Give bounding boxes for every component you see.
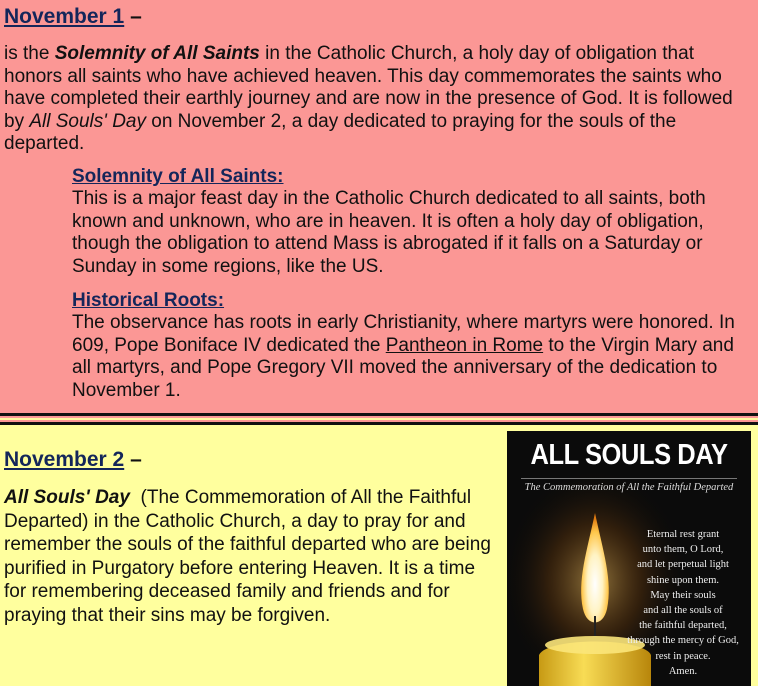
pantheon-link[interactable]: Pantheon in Rome <box>385 334 544 356</box>
prayer-line: unto them, O Lord, <box>642 544 724 556</box>
november-2-paragraph <box>4 486 497 627</box>
heading-dash: – <box>130 448 142 471</box>
historical-roots-block <box>72 290 752 402</box>
roots-text-a: The observance has roots in early Christianity, where martyrs were honored. In 609, Pope Boniface IV dedicated the <box>72 312 735 356</box>
solemnity-title: Solemnity of All Saints: <box>72 166 284 187</box>
historical-roots-title: Historical Roots: <box>72 290 225 311</box>
poster-prayer <box>619 527 747 679</box>
solemnity-text: This is a major feast day in the Catholic Church dedicated to all saints, both known and unknown, who are in heaven. It is often a holy day of obligation, though the obligation to attend Mass is abrogated if it falls on a Saturday or Sunday in some regions, like the US. <box>72 188 706 277</box>
november-1-paragraph <box>4 43 756 156</box>
november-1-date: November 1 <box>4 5 125 28</box>
roots-text-b: to the Virgin Mary and all martyrs, and Pope Gregory VII moved the anniversary of the dedication to November 1. <box>72 334 734 401</box>
all-souls-emphasis: All Souls' Day <box>4 487 130 508</box>
section-divider <box>0 413 758 425</box>
november-2-heading <box>4 448 142 472</box>
para-text: (The Commemoration of All the Faithful Departed) in the Catholic Church, a day to pray for and remember the souls of the faithful departed who are being purified in Purgatory before entering Heaven. It is a time for remembering deceased family and friends and for praying that their sins may be forgiven. <box>4 487 497 626</box>
heading-dash: – <box>130 5 142 28</box>
all-souls-italic: All Souls' Day <box>29 110 146 132</box>
prayer-line: through the mercy of God, <box>627 635 739 647</box>
para-text: is the <box>4 43 55 64</box>
prayer-line: Eternal rest grant <box>646 529 720 540</box>
solemnity-emphasis: Solemnity of All Saints <box>54 43 260 64</box>
prayer-line: and let perpetual light <box>637 559 729 571</box>
para-text: in the Catholic Church, a holy day of obligation that honors all saints who have achieved heaven. This day commemorates the saints who have completed their earthly journey and are now in the presence of God. It is followed by <box>4 43 733 132</box>
para-text: on November 2, a day dedicated to praying for the souls of the departed. <box>4 110 677 154</box>
historical-roots-text <box>72 312 752 402</box>
poster-subtitle: The Commemoration of All the Faithful Departed <box>521 478 737 493</box>
prayer-line: shine upon them. <box>646 574 720 586</box>
prayer-line: Amen. <box>668 665 698 677</box>
all-souls-poster <box>507 431 751 686</box>
prayer-line: the faithful departed, <box>639 620 727 632</box>
poster-title: ALL SOULS DAY <box>530 439 728 471</box>
november-2-date: November 2 <box>4 448 125 471</box>
november-1-heading <box>4 5 142 29</box>
prayer-line: rest in peace. <box>655 650 711 662</box>
prayer-line: and all the souls of <box>643 605 723 617</box>
prayer-line: May their souls <box>650 589 716 601</box>
solemnity-block <box>72 166 752 278</box>
